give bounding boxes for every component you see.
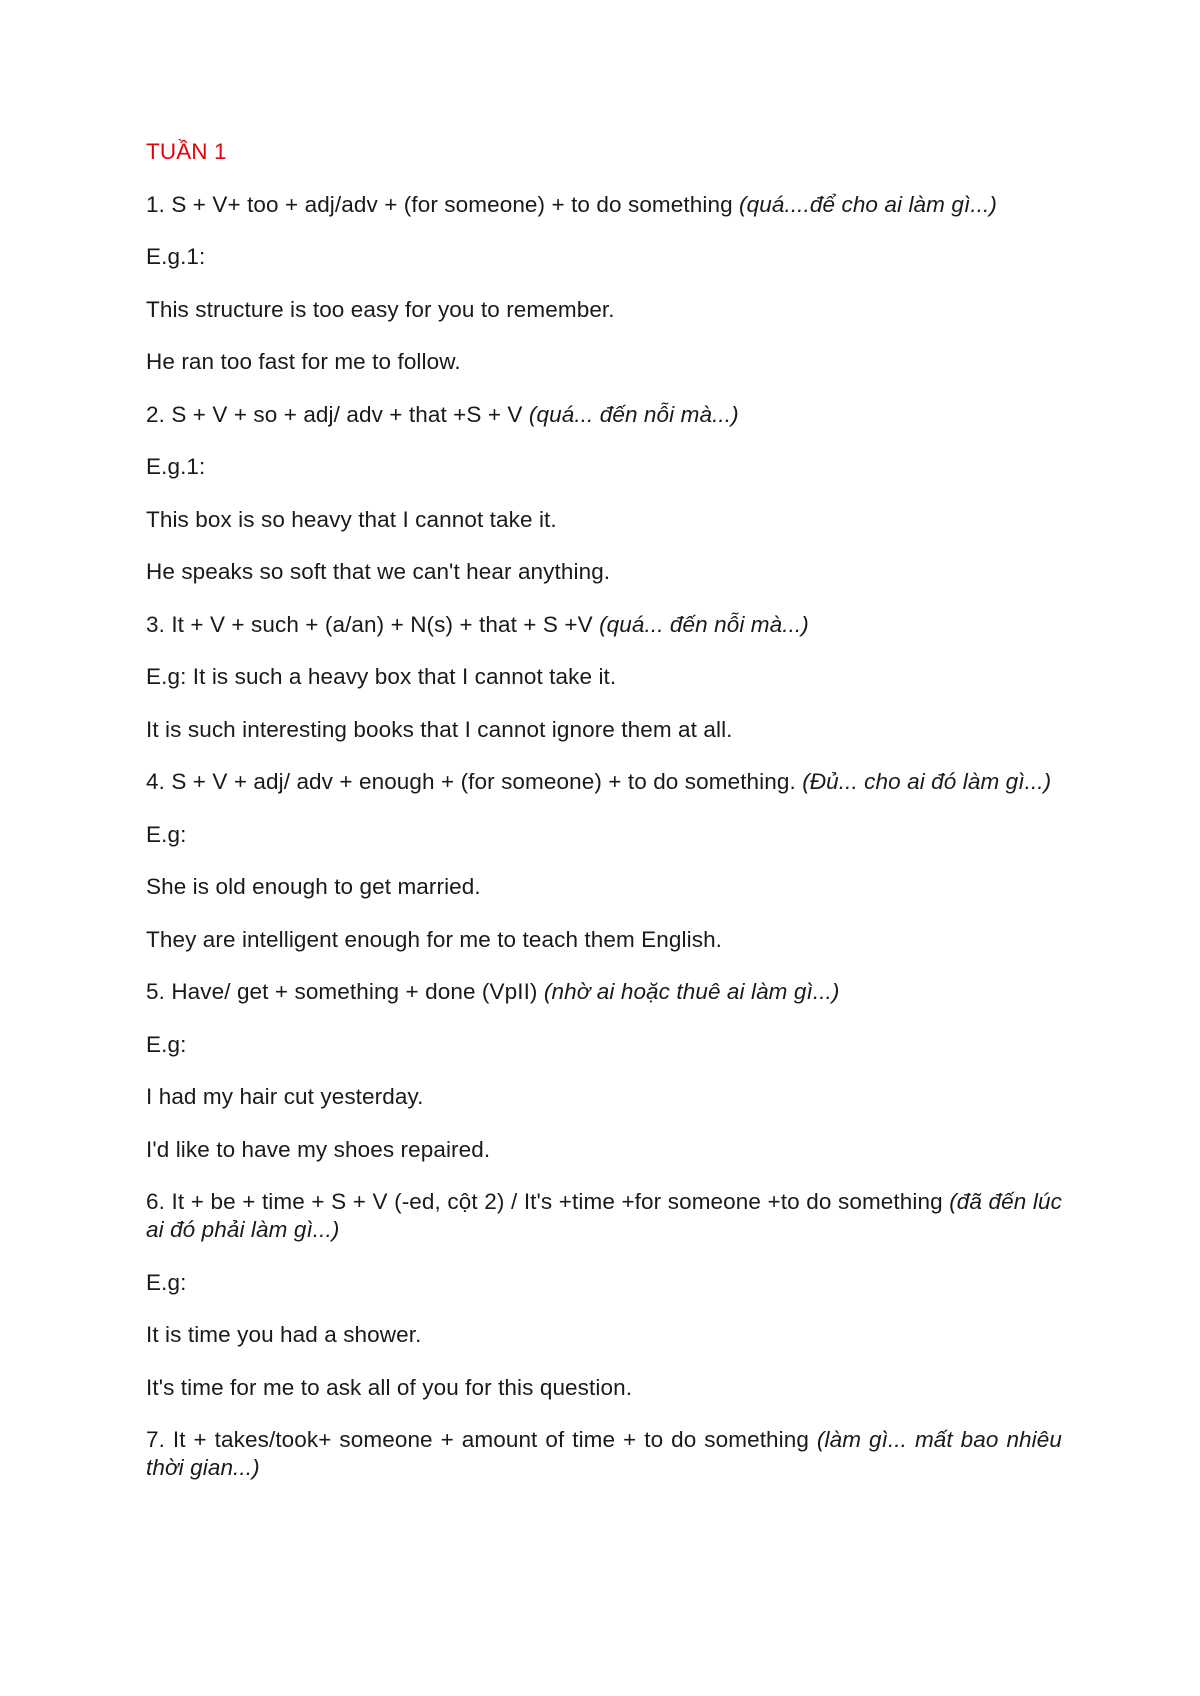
example-sentence: It is time you had a shower. (146, 1322, 422, 1347)
example-sentence: This box is so heavy that I cannot take it. (146, 506, 557, 532)
example-label: E.g: (146, 1269, 187, 1295)
rule-text: 2. S + V + so + adj/ adv + that +S + V (146, 401, 523, 427)
rule-text: 5. Have/ get + something + done (VpII) (146, 979, 538, 1004)
rule-translation: (nhờ ai hoặc thuê ai làm gì...) (543, 979, 840, 1004)
rule-3 (146, 611, 1062, 639)
example-sentence: I'd like to have my shoes repaired. (146, 1136, 491, 1162)
example-sentence: He ran too fast for me to follow. (146, 349, 461, 374)
rule-text: 7. It + takes/took+ someone + amount of time + to do something (146, 1427, 809, 1452)
rule-translation: (làm gì... mất bao nhiêu thời gian...) (146, 1427, 1062, 1480)
example-sentence: He speaks so soft that we can't hear anything. (146, 559, 611, 584)
rule-translation: (Đủ... cho ai đó làm gì...) (802, 769, 1052, 794)
rule-translation: (quá... đến nỗi mà...) (599, 611, 809, 637)
rule-1 (146, 191, 1062, 219)
rule-5 (146, 978, 1062, 1006)
example-label: E.g.1: (146, 454, 206, 479)
example-sentence: She is old enough to get married. (146, 874, 481, 899)
rule-translation: (quá... đến nỗi mà...) (528, 401, 739, 427)
example-sentence: This structure is too easy for you to remember. (146, 296, 615, 322)
rule-7 (146, 1426, 1062, 1482)
page-title: TUẦN 1 (146, 139, 227, 164)
rule-6 (146, 1188, 1062, 1244)
rule-translation: (đã đến lúc ai đó phải làm gì...) (146, 1189, 1062, 1242)
rule-4 (146, 768, 1062, 796)
rule-text: 1. S + V+ too + adj/adv + (for someone) + to do something (146, 191, 733, 217)
document-page (146, 138, 1062, 1507)
rule-translation: (quá....để cho ai làm gì...) (739, 191, 997, 217)
rule-text: 3. It + V + such + (a/an) + N(s) + that + S +V (146, 611, 593, 637)
rule-text: 4. S + V + adj/ adv + enough + (for someone) + to do something. (146, 769, 796, 794)
example-sentence: They are intelligent enough for me to teach them English. (146, 926, 723, 952)
rule-text: 6. It + be + time + S + V (-ed, cột 2) / It's +time +for someone +to do something (146, 1189, 943, 1214)
example-sentence: It is such interesting books that I cannot ignore them at all. (146, 716, 733, 742)
example-sentence: I had my hair cut yesterday. (146, 1084, 424, 1109)
example-label: E.g.1: (146, 244, 206, 269)
example-sentence: E.g: It is such a heavy box that I cannot take it. (146, 664, 617, 689)
rule-2 (146, 401, 1062, 429)
example-sentence: It's time for me to ask all of you for this question. (146, 1374, 633, 1400)
example-label: E.g: (146, 821, 187, 847)
example-label: E.g: (146, 1031, 187, 1057)
